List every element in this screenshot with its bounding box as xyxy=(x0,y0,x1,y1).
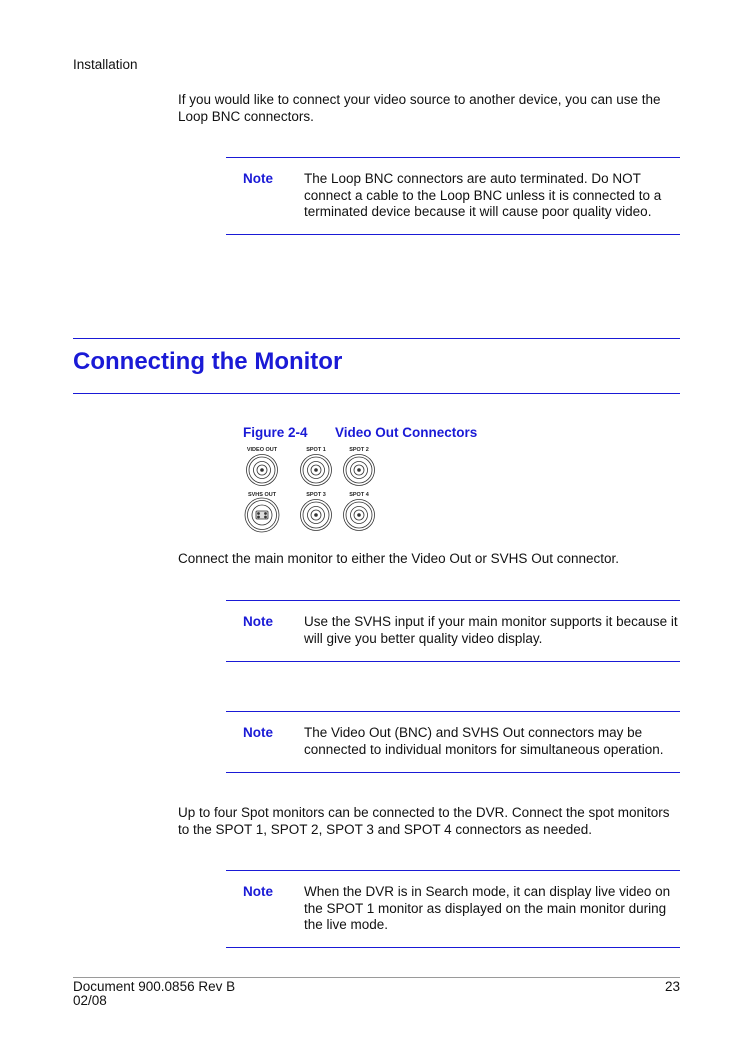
svhs-connector xyxy=(245,498,279,532)
note-top-rule xyxy=(226,870,680,871)
intro-paragraph: If you would like to connect your video source to another device, you can use the Loop BNC connectors. xyxy=(178,92,661,124)
video-out-connectors-figure xyxy=(238,442,383,534)
note-label: Note xyxy=(243,884,273,899)
connector-label-spot-4: SPOT 4 xyxy=(349,492,369,498)
spot-monitors-paragraph: Up to four Spot monitors can be connected to the DVR. Connect the spot monitors to the SPOT 1, SPOT 2, SPOT 3 and SPOT 4 connectors as needed. xyxy=(178,805,670,837)
bnc-connector-spot-4 xyxy=(344,500,375,531)
note-top-rule xyxy=(226,711,680,712)
note-text: Use the SVHS input if your main monitor supports it because it will give you better quality video display. xyxy=(304,614,678,646)
connector-label-spot-2: SPOT 2 xyxy=(349,447,369,453)
note-bottom-rule xyxy=(226,772,680,773)
note-label: Note xyxy=(243,725,273,740)
connector-label-svhs-out: SVHS OUT xyxy=(247,492,277,498)
note-text: When the DVR is in Search mode, it can display live video on the SPOT 1 monitor as displayed on the main monitor during the live mode. xyxy=(304,884,671,932)
footer-rule xyxy=(73,977,680,978)
running-header: Installation xyxy=(73,57,138,72)
note-top-rule xyxy=(226,600,680,601)
note-bottom-rule xyxy=(226,661,680,662)
note-label: Note xyxy=(243,171,273,186)
footer-date: 02/08 xyxy=(73,993,107,1008)
note-text: The Loop BNC connectors are auto terminated. Do NOT connect a cable to the Loop BNC unless it is connected to a terminated device because it will cause poor quality video. xyxy=(304,171,662,219)
bnc-connector-spot-2 xyxy=(344,455,375,486)
bnc-connector-spot-3 xyxy=(301,500,332,531)
note-label: Note xyxy=(243,614,273,629)
section-bottom-rule xyxy=(73,393,680,394)
figure-title: Video Out Connectors xyxy=(335,425,478,440)
connect-main-paragraph: Connect the main monitor to either the Video Out or SVHS Out connector. xyxy=(178,551,619,566)
note-bottom-rule xyxy=(226,234,680,235)
note-bottom-rule xyxy=(226,947,680,948)
section-heading: Connecting the Monitor xyxy=(73,348,343,375)
footer-document-id: Document 900.0856 Rev B xyxy=(73,979,236,994)
connector-label-spot-1: SPOT 1 xyxy=(306,447,326,453)
page-number: 23 xyxy=(664,979,680,994)
connector-label-spot-3: SPOT 3 xyxy=(306,492,326,498)
figure-number: Figure 2-4 xyxy=(243,425,308,440)
bnc-connector-spot-1 xyxy=(301,455,332,486)
section-top-rule xyxy=(73,338,680,339)
bnc-connector-video-out xyxy=(247,455,278,486)
note-top-rule xyxy=(226,157,680,158)
note-text: The Video Out (BNC) and SVHS Out connectors may be connected to individual monitors for simultaneous operation. xyxy=(304,725,664,757)
connector-label-video-out: VIDEO OUT xyxy=(246,447,278,453)
